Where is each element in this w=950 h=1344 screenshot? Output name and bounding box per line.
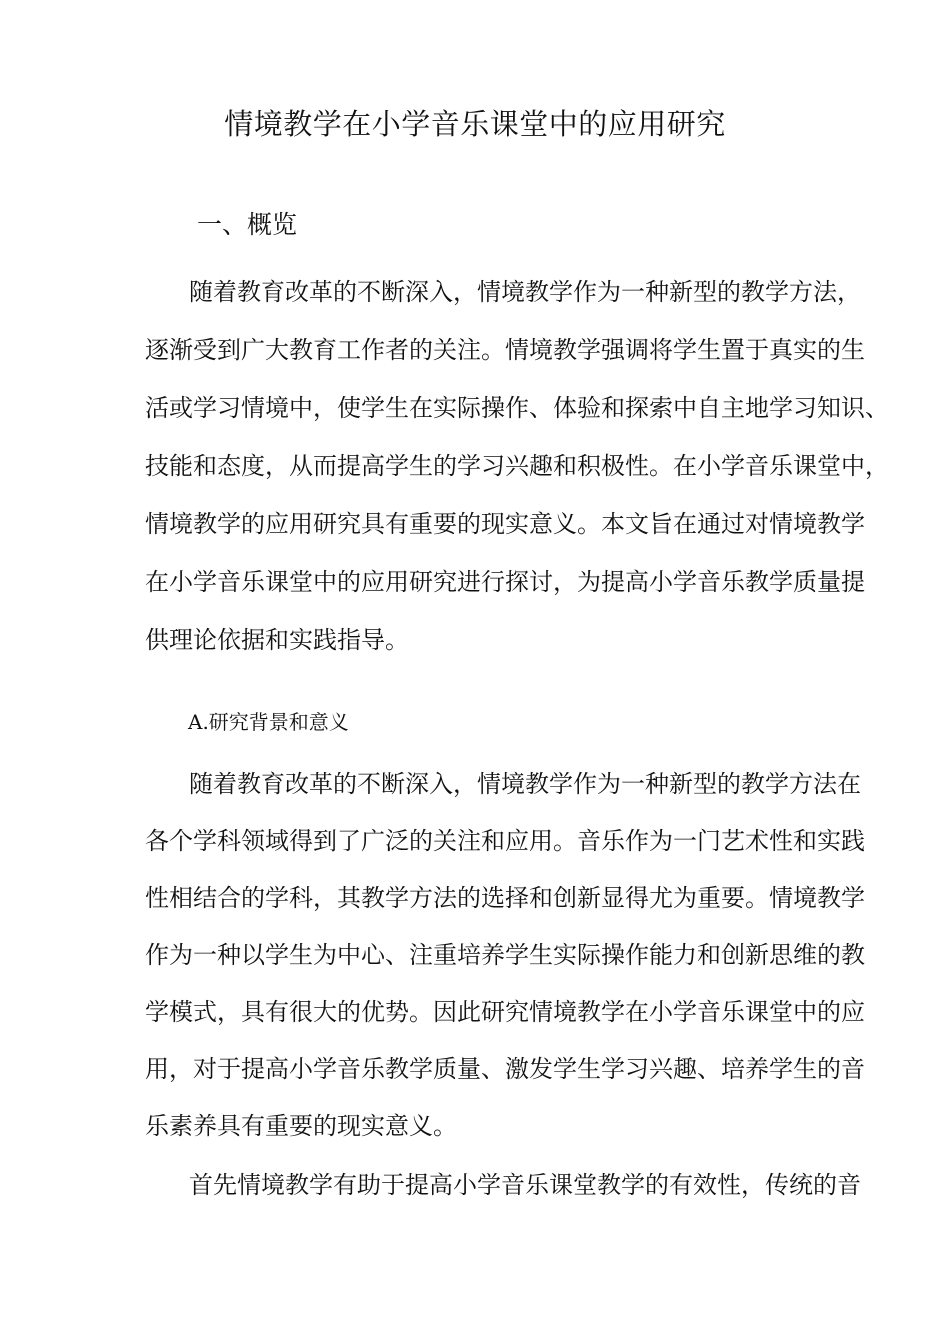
text-line: 性相结合的学科，其教学方法的选择和创新显得尤为重要。情境教学 xyxy=(145,884,865,912)
text-line: 供理论依据和实践指导。 xyxy=(145,626,409,654)
text-line: 在小学音乐课堂中的应用研究进行探讨，为提高小学音乐教学质量提 xyxy=(145,568,865,596)
text-line: 作为一种以学生为中心、注重培养学生实际操作能力和创新思维的教 xyxy=(145,941,865,969)
text-line: 各个学科领域得到了广泛的关注和应用。音乐作为一门艺术性和实践 xyxy=(145,827,865,855)
text-line: 乐素养具有重要的现实意义。 xyxy=(145,1112,457,1140)
document-title: 情境教学在小学音乐课堂中的应用研究 xyxy=(224,107,726,141)
section-heading-overview: 一、概览 xyxy=(197,210,298,239)
text-line: 情境教学的应用研究具有重要的现实意义。本文旨在通过对情境教学 xyxy=(145,510,865,538)
text-line: 活或学习情境中，使学生在实际操作、体验和探索中自主地学习知识、 xyxy=(145,394,889,422)
text-line: 首先情境教学有助于提高小学音乐课堂教学的有效性，传统的音 xyxy=(189,1171,861,1199)
text-line: 技能和态度，从而提高学生的学习兴趣和积极性。在小学音乐课堂中， xyxy=(145,452,889,480)
text-line: 用，对于提高小学音乐教学质量、激发学生学习兴趣、培养学生的音 xyxy=(145,1055,865,1083)
text-line: 逐渐受到广大教育工作者的关注。情境教学强调将学生置于真实的生 xyxy=(145,336,865,364)
text-line: 随着教育改革的不断深入，情境教学作为一种新型的教学方法在 xyxy=(189,770,861,798)
text-line: 随着教育改革的不断深入，情境教学作为一种新型的教学方法， xyxy=(189,278,861,306)
subsection-heading-background: A.研究背景和意义 xyxy=(188,710,349,734)
text-line: 学模式，具有很大的优势。因此研究情境教学在小学音乐课堂中的应 xyxy=(145,998,865,1026)
